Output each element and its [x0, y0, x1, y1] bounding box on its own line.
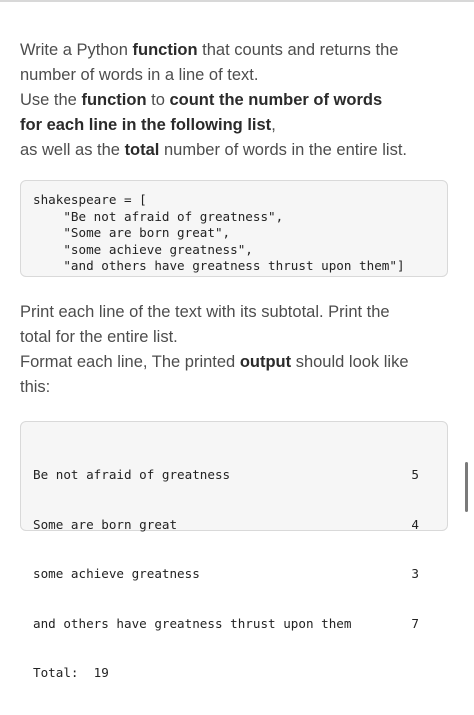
output-row-text: some achieve greatness: [33, 566, 200, 581]
intro-line4-comma: ,: [271, 116, 276, 134]
intro-line3-bold-count: count the number of words: [169, 91, 383, 109]
output-row: [33, 467, 437, 484]
instructions-line3-text: Format each line, The printed: [20, 353, 240, 371]
intro-line5-text: as well as the: [20, 141, 125, 159]
intro-text: [20, 38, 448, 163]
output-row-text: Some are born great: [33, 516, 178, 532]
code-block-output: [20, 421, 448, 680]
output-row-text: and others have greatness thrust upon them: [33, 615, 352, 631]
intro-line1-text-end: that counts and returns the: [197, 41, 399, 59]
code-line: "Some are born great",: [33, 225, 231, 240]
output-total-value: 19: [93, 665, 109, 680]
output-row: [33, 616, 437, 633]
intro-line3-text: Use the: [20, 91, 82, 109]
intro-line3-text-mid: to: [146, 91, 170, 109]
intro-line5-text-end: number of words in the entire list.: [159, 141, 408, 159]
instructions-line3-text-end: should look like: [291, 353, 409, 371]
intro-line5-bold-total: total: [124, 141, 160, 159]
output-row-text: Be not afraid of greatness: [33, 467, 231, 482]
output-row: [33, 566, 437, 583]
intro-line3-bold-function: function: [81, 91, 147, 109]
intro-line1-bold: function: [132, 41, 198, 59]
scrollbar-thumb[interactable]: [465, 462, 468, 512]
output-row-count: 4: [411, 516, 419, 532]
instructions-text: [20, 300, 448, 400]
intro-line2-text: number of words in a line of text.: [20, 66, 259, 84]
code-line: shakespeare = [: [33, 192, 147, 207]
intro-line4-bold: for each line in the following list: [20, 116, 272, 134]
instructions-line2: total for the entire list.: [20, 328, 178, 346]
instructions-line3-bold-output: output: [239, 353, 292, 371]
top-divider: [0, 0, 474, 2]
instructions-line4: this:: [20, 378, 51, 396]
question-content: [20, 38, 448, 680]
code-line: "some achieve greatness",: [33, 241, 253, 257]
intro-line1-text: Write a Python: [20, 41, 133, 59]
code-line: "Be not afraid of greatness",: [33, 208, 284, 224]
output-total-label: Total:: [33, 665, 79, 680]
instructions-line1: Print each line of the text with its subtotal. Print the: [20, 303, 390, 321]
output-row-count: 3: [411, 566, 419, 581]
output-total: [33, 665, 109, 682]
output-row-count: 7: [411, 615, 419, 631]
output-row: [33, 517, 437, 534]
code-block-shakespeare: [20, 180, 448, 277]
output-total-row: [33, 665, 437, 682]
code-line: "and others have greatness thrust upon them"]: [33, 258, 405, 273]
output-row-count: 5: [411, 467, 419, 482]
